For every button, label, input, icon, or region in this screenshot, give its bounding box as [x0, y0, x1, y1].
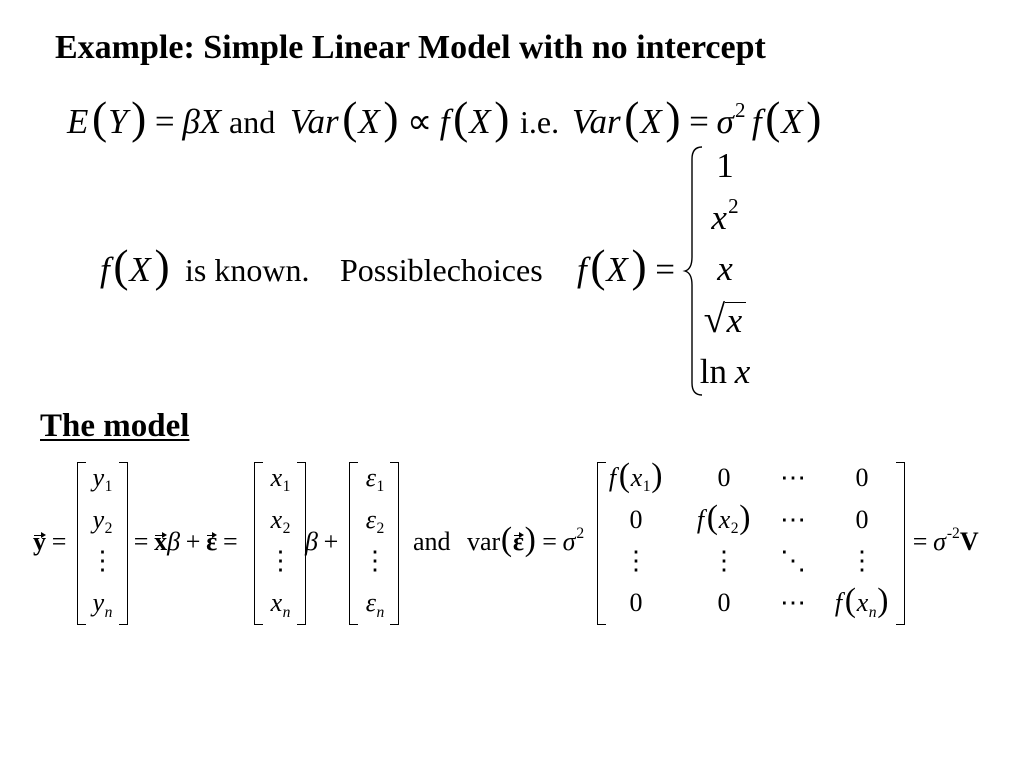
- math-paren: ): [494, 92, 510, 143]
- y-vector: [85, 457, 120, 624]
- math-variable: x: [270, 504, 283, 534]
- math-subscript: 2: [730, 520, 739, 538]
- math-text: ln: [699, 352, 727, 391]
- math-variable: f: [577, 250, 587, 289]
- math-operator: =: [912, 527, 928, 556]
- math-paren: ): [154, 240, 170, 291]
- math-bold-symbol: V: [959, 527, 979, 556]
- vector-entry: [357, 582, 393, 624]
- math-operator: ∝: [407, 102, 433, 141]
- math-variable: σ: [716, 102, 734, 141]
- math-text: ⋮: [623, 546, 649, 576]
- vector-entry: [85, 540, 120, 582]
- math-paren: (: [765, 92, 781, 143]
- math-text: ⋮: [849, 546, 875, 576]
- math-text: ⋯: [780, 588, 806, 618]
- choice-item: [688, 140, 762, 192]
- math-text: 0: [717, 463, 731, 492]
- math-variable: β: [305, 527, 318, 556]
- right-bracket: [119, 462, 128, 625]
- math-text: 0: [629, 588, 643, 618]
- matrix-entry: [674, 499, 774, 541]
- math-radical-sign: √: [703, 297, 726, 341]
- math-variable: X: [606, 250, 628, 289]
- math-operator: =: [689, 102, 709, 141]
- math-variable: Y: [108, 102, 128, 141]
- matrix-entry: [774, 540, 812, 582]
- math-variable: ε: [365, 588, 376, 618]
- math-paren: (: [92, 92, 108, 143]
- math-variable: f: [751, 102, 762, 141]
- math-variable: X: [781, 102, 803, 141]
- vector-entry: [262, 457, 299, 499]
- math-paren: (: [624, 92, 640, 143]
- math-paren: ): [131, 92, 147, 143]
- math-subscript: 2: [376, 520, 385, 538]
- math-text: ⋮: [362, 546, 388, 576]
- math-text: 0: [629, 504, 643, 534]
- math-operator: =: [542, 527, 557, 556]
- math-superscript: 2: [728, 193, 739, 218]
- math-variable: Var: [290, 102, 339, 141]
- x-vector: [262, 457, 299, 624]
- vector-entry: [262, 582, 299, 624]
- vector-entry: [262, 540, 299, 582]
- f-of-x-expression: [100, 240, 171, 291]
- math-operator: =: [51, 527, 67, 556]
- math-variable: f: [834, 588, 843, 618]
- math-variable: f: [696, 504, 705, 534]
- math-paren: ): [665, 92, 681, 143]
- matrix-entry: [774, 499, 812, 541]
- math-vector: x: [154, 527, 168, 556]
- and-text: and: [413, 527, 451, 556]
- choices-list: [688, 140, 762, 398]
- epsilon-vector: [357, 457, 393, 624]
- model-equation-middle: [128, 529, 243, 555]
- math-text: ⋮: [267, 546, 294, 576]
- math-paren: (: [618, 457, 631, 494]
- vector-entry: [357, 457, 393, 499]
- math-paren: (: [113, 240, 129, 291]
- variance-matrix-rhs: [907, 525, 979, 556]
- choice-item: [688, 295, 762, 347]
- math-superscript: 2: [735, 98, 746, 123]
- math-text: ⋯: [780, 463, 806, 492]
- math-operator: =: [655, 250, 675, 289]
- math-variable: x: [630, 463, 643, 492]
- matrix-entry: [774, 457, 812, 499]
- math-variable: β: [182, 102, 200, 141]
- math-operator: =: [223, 527, 238, 556]
- math-subscript: 1: [642, 478, 651, 496]
- math-text: ⋱: [780, 546, 806, 576]
- vector-entry: [85, 499, 120, 541]
- math-variable: X: [469, 102, 491, 141]
- right-bracket: [896, 462, 905, 625]
- math-paren: (: [844, 582, 857, 620]
- beta-plus-expression: [305, 529, 344, 555]
- math-paren: ): [631, 240, 647, 291]
- ie-text: i.e.: [520, 104, 560, 140]
- math-subscript: 1: [376, 478, 385, 496]
- math-variable: ε: [365, 504, 376, 534]
- math-operator: =: [154, 102, 175, 141]
- choice-item: [688, 243, 762, 295]
- math-operator: =: [133, 527, 149, 556]
- model-heading: The model: [40, 408, 190, 444]
- math-vector: ε: [206, 527, 218, 556]
- math-superscript: 2: [576, 525, 585, 543]
- math-text: ⋮: [89, 546, 116, 576]
- math-variable: X: [129, 250, 151, 289]
- math-paren: (: [453, 92, 469, 143]
- math-variable: σ: [562, 527, 576, 556]
- and-text: and: [229, 104, 276, 140]
- math-variable: x: [711, 197, 727, 237]
- math-paren: (: [590, 240, 606, 291]
- math-variable: y: [92, 588, 105, 618]
- math-subscript: n: [868, 603, 877, 621]
- math-paren: ): [877, 582, 889, 620]
- matrix-entry: [674, 540, 774, 582]
- math-paren: ): [651, 457, 663, 494]
- math-subscript: 1: [282, 478, 291, 496]
- math-vector: y: [33, 527, 46, 556]
- math-variable: y: [92, 463, 105, 492]
- math-text: 1: [716, 146, 734, 185]
- matrix-entry: [598, 540, 674, 582]
- math-text: ⋯: [780, 504, 806, 534]
- math-paren: ): [524, 521, 536, 558]
- math-operator: +: [185, 527, 201, 556]
- f-of-x-equals: [577, 240, 683, 291]
- matrix-entry: [598, 457, 674, 499]
- variance-proportional-expression: [290, 92, 510, 143]
- is-known-text: is known.: [185, 252, 310, 288]
- math-vector: ε: [512, 527, 524, 556]
- vector-entry: [85, 457, 120, 499]
- math-superscript: -2: [946, 525, 960, 543]
- right-bracket: [390, 462, 399, 625]
- math-subscript: n: [104, 603, 113, 621]
- math-subscript: n: [282, 603, 291, 621]
- matrix-entry: [598, 499, 674, 541]
- matrix-entry: [674, 457, 774, 499]
- vector-entry: [357, 499, 393, 541]
- matrix-entry: [774, 582, 812, 624]
- mean-equation: [67, 92, 222, 143]
- choice-item: [688, 346, 762, 398]
- math-variable: x: [717, 249, 733, 288]
- math-subscript: n: [376, 603, 385, 621]
- math-subscript: 1: [104, 478, 113, 496]
- math-text: 0: [717, 588, 731, 618]
- math-variable: Var: [572, 102, 621, 141]
- vector-entry: [357, 540, 393, 582]
- math-text: 0: [855, 504, 869, 534]
- math-paren: (: [706, 498, 719, 536]
- slide-title: Example: Simple Linear Model with no intercept: [55, 29, 766, 66]
- math-variable: x: [718, 504, 731, 534]
- possible-choices-text: Possiblechoices: [340, 252, 543, 288]
- variance-of-error-lhs: [467, 521, 585, 558]
- matrix-entry: [674, 582, 774, 624]
- math-variable: X: [199, 102, 222, 141]
- math-text: ⋮: [711, 546, 737, 576]
- math-variable: ε: [365, 463, 376, 492]
- math-text: var: [467, 527, 501, 556]
- math-variable: f: [439, 102, 450, 141]
- math-subscript: 2: [104, 520, 113, 538]
- math-variable: E: [67, 102, 89, 141]
- variance-equation: [572, 92, 822, 143]
- math-variable: X: [640, 102, 662, 141]
- math-paren: ): [383, 92, 399, 143]
- math-paren: (: [342, 92, 358, 143]
- math-operator: +: [323, 527, 339, 556]
- math-variable: β: [167, 527, 181, 556]
- math-subscript: 2: [282, 520, 291, 538]
- math-radicand: x: [725, 302, 746, 340]
- math-paren: ): [806, 92, 822, 143]
- math-text: 0: [855, 463, 869, 492]
- matrix-entry: [598, 582, 674, 624]
- vector-entry: [262, 499, 299, 541]
- variance-matrix: [598, 457, 912, 624]
- choice-item: [688, 192, 762, 244]
- math-variable: x: [734, 352, 751, 391]
- math-variable: x: [270, 588, 283, 618]
- math-variable: x: [856, 588, 869, 618]
- vector-entry: [85, 582, 120, 624]
- math-variable: x: [270, 463, 283, 492]
- math-variable: X: [358, 102, 380, 141]
- math-variable: σ: [933, 527, 946, 556]
- math-variable: f: [100, 250, 110, 289]
- math-variable: y: [92, 504, 105, 534]
- math-paren: (: [500, 521, 513, 558]
- math-paren: ): [739, 498, 751, 536]
- math-variable: f: [608, 463, 617, 492]
- y-vector-lhs: [33, 529, 72, 555]
